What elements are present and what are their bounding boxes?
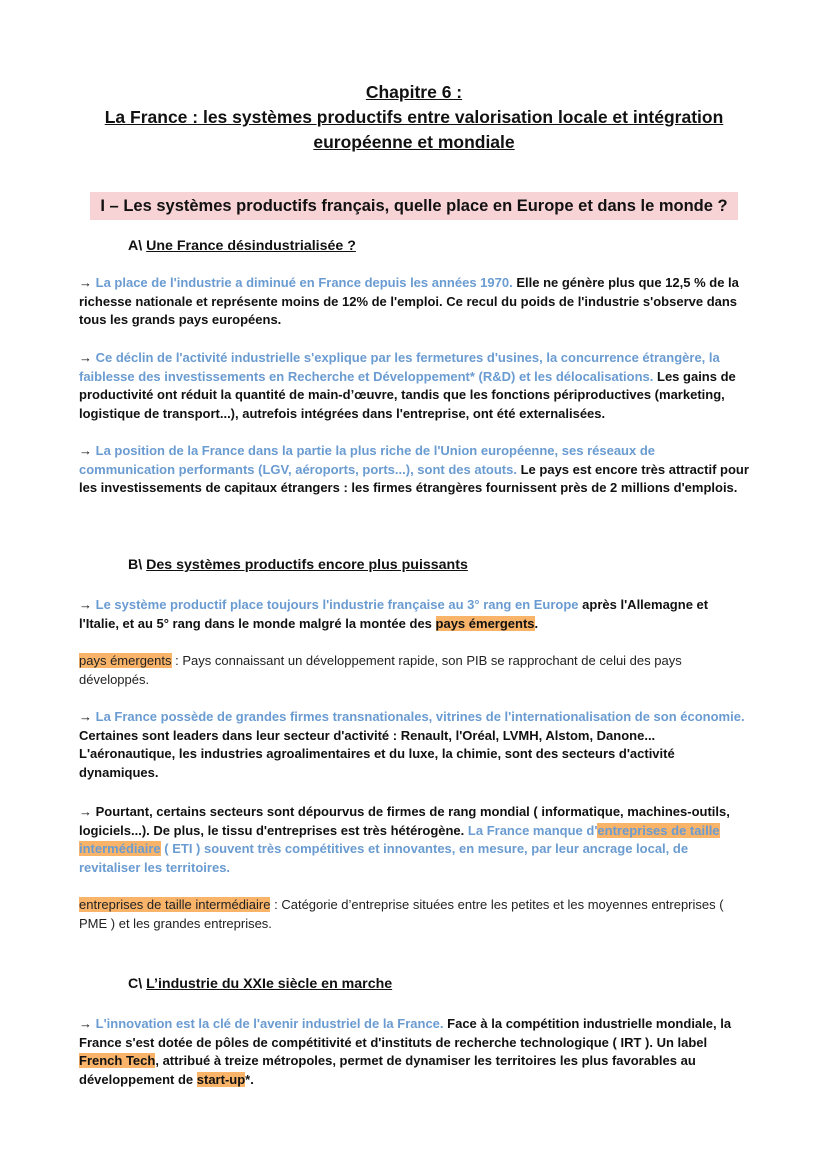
paragraph-a3: → La position de la France dans la partie la plus riche de l'Union européenne, ses réseaux de communication performants (LGV, aéroports, ports...), sont des atouts. Le pays est encore très attractif pour les investissements de capitaux étrangers : les firmes étrangères fournissent près de 2 millions d'emplois. <box>79 443 749 495</box>
definition-emerging-countries: pays émergents : Pays connaissant un développement rapide, son PIB se rapprochant de celui des pays développés. <box>79 653 682 687</box>
arrow-icon: → <box>79 709 92 724</box>
paragraph-a2: → Ce déclin de l'activité industrielle s'explique par les fermetures d'usines, la concurrence étrangère, la faiblesse des investissements en Recherche et Développement* (R&D) et les délocalisations. Les gains de productivité ont réduit la quantité de main-d’œuvre, tandis que les fonctions périproductives (marketing, logistique de transport...), autrefois intégrées dans l'entreprise, ont été externalisées. <box>79 350 736 421</box>
section-heading: I – Les systèmes productifs français, quelle place en Europe et dans le monde ? <box>90 192 738 220</box>
definition-term: pays émergents <box>79 653 172 668</box>
subheading-b: B\ Des systèmes productifs encore plus puissants <box>128 557 468 573</box>
arrow-icon: → <box>79 597 92 612</box>
definition-term: entreprises de taille intermédiaire <box>79 897 271 912</box>
highlight-term: start-up <box>196 1071 246 1087</box>
arrow-icon: → <box>79 443 92 458</box>
chapter-title-line-2: européenne et mondiale <box>313 132 515 152</box>
arrow-icon: → <box>79 804 92 819</box>
arrow-icon: → <box>79 1016 92 1031</box>
paragraph-b1: → Le système productif place toujours l'industrie française au 3° rang en Europe après l'Allemagne et l'Italie, et au 5° rang dans le monde malgré la montée des pays émergents. <box>79 597 709 631</box>
highlight-term: French Tech <box>79 1053 156 1068</box>
subheading-a: A\ Une France désindustrialisée ? <box>128 238 356 254</box>
highlight-term: entreprises de taille intermédiaire <box>79 822 720 856</box>
highlight-term: pays émergents <box>435 615 535 631</box>
chapter-title <box>80 80 748 155</box>
paragraph-b3: → Pourtant, certains secteurs sont dépourvus de firmes de rang mondial ( informatique, machines-outils, logiciels...). De plus, le tissu d'entreprises est très hétérogène. La France manque d'entreprises de taille intermédiaire ( ETI ) souvent très compétitives et innovantes, en mesure, par leur ancrage local, de revitaliser les territoires. <box>79 804 730 875</box>
chapter-number: Chapitre 6 : <box>365 82 463 102</box>
paragraph-a1: → La place de l'industrie a diminué en France depuis les années 1970. Elle ne génère plus que 12,5 % de la richesse nationale et représente moins de 12% de l'emploi. Ce recul du poids de l'industrie s'observe dans tous les grands pays européens. <box>79 275 739 327</box>
arrow-icon: → <box>79 350 92 365</box>
subheading-c: C\ L’industrie du XXIe siècle en marche <box>128 976 393 992</box>
definition-eti: entreprises de taille intermédiaire : Catégorie d’entreprise situées entre les petites et les moyennes entreprises ( PME ) et les grandes entreprises. <box>79 897 724 931</box>
paragraph-c1: → L'innovation est la clé de l'avenir industriel de la France. Face à la compétition industrielle mondiale, la France s'est dotée de pôles de compétitivité et d'instituts de recherche technologique ( IRT ). Un label French Tech, attribué à treize métropoles, permet de dynamiser les territoires les plus favorables au développement de start-up*. <box>79 1016 732 1087</box>
chapter-title-line-1: La France : les systèmes productifs entre valorisation locale et intégration <box>104 107 724 127</box>
paragraph-b2: → La France possède de grandes firmes transnationales, vitrines de l'internationalisation de son économie. Certaines sont leaders dans leur secteur d'activité : Renault, l'Oréal, LVMH, Alstom, Danone... L'aéronautique, les industries agroalimentaires et du luxe, la chimie, sont des secteurs d'activité dynamiques. <box>79 709 745 780</box>
arrow-icon: → <box>79 275 92 290</box>
